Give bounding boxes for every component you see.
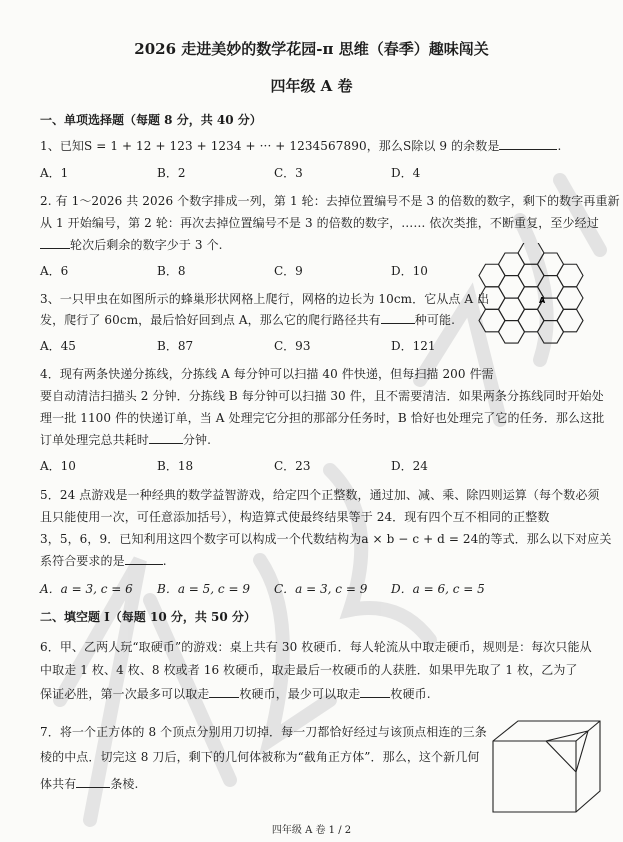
answer-blank-4[interactable] — [149, 432, 183, 444]
honeycomb-cell — [499, 253, 525, 276]
answer-blank-6b[interactable] — [360, 686, 390, 698]
answer-blank-3[interactable] — [381, 312, 415, 324]
answer-blank-1[interactable] — [499, 138, 557, 150]
section-heading-2: 二、填空题 I（每题 10 分，共 50 分） — [40, 610, 256, 624]
answer-blank-5[interactable] — [125, 553, 163, 565]
question-2-line-2: 从 1 开始编号，第 2 轮：再次去掉位置编号不是 3 的倍数的数字，…… 依次类推，不断重复，至少经过 — [40, 216, 599, 230]
question-5-line-1: 5．24 点游戏是一种经典的数学益智游戏，给定四个正整数，通过加、减、乘、除四则运算（每个数必须 — [40, 488, 600, 502]
question-7-line-2: 棱的中点．切完这 8 刀后，剩下的几何体被称为“截角正方体”．那么，这个新几何 — [40, 750, 480, 764]
q1-option-b[interactable]: B．2 — [157, 166, 186, 180]
q3-option-b[interactable]: B．87 — [157, 339, 194, 353]
q3-option-a[interactable]: A．45 — [40, 339, 76, 353]
truncated-cube-figure — [488, 716, 608, 816]
question-1-text: 1、已知S = 1 + 12 + 123 + 1234 + ··· + 1234567890，那么S除以 9 的余数是 — [40, 139, 500, 153]
honeycomb-cell — [538, 321, 564, 344]
q5-option-c[interactable]: C．a = 3, c = 9 — [274, 582, 368, 596]
question-4-line-2: 要自动清洁扫描头 2 分钟．分拣线 B 每分钟可以扫描 30 件，且不需要清洁．如果两条分拣线同时开始处 — [40, 389, 604, 403]
q1-option-c[interactable]: C．3 — [274, 166, 303, 180]
honeycomb-cell — [557, 287, 583, 310]
q2-option-c[interactable]: C．9 — [274, 264, 303, 278]
page-footer: 四年级 A 卷 1 / 2 — [271, 825, 352, 836]
honeycomb-cell — [538, 276, 564, 299]
question-7-line-1: 7．将一个正方体的 8 个顶点分别用刀切掉．每一刀都恰好经过与该顶点相连的三条 — [40, 725, 487, 739]
question-7-line-3-text: 体共有 — [40, 777, 77, 791]
question-3-line-2-text: 发，爬行了 60cm，最后恰好回到点 A，那么它的爬行路径共有 — [40, 313, 381, 327]
question-6-line-3 — [40, 685, 431, 702]
page-title: 2026 走进美妙的数学花园-π 思维（春季）趣味闯关 — [134, 40, 489, 58]
question-5-line-4: 系符合要求的是 . — [40, 554, 167, 568]
q1-option-a[interactable]: A．1 — [40, 166, 69, 180]
honeycomb-cell — [518, 243, 544, 264]
q2-option-b[interactable]: B．8 — [157, 264, 186, 278]
question-4-line-4-end: 分钟. — [182, 433, 212, 447]
question-7-line-3 — [40, 775, 138, 792]
honeycomb-cell — [518, 264, 544, 287]
question-5-line-2: 且只能使用一次，可任意添加括号），构造算式使最终结果等于 24．现有四个互不相同的正整数 — [40, 510, 550, 524]
honeycomb-cell — [557, 309, 583, 332]
question-6-line-1: 6．甲、乙两人玩“取硬币”的游戏：桌上共有 30 枚硬币．每人轮流从中取走硬币，规则是：每次只能从 — [40, 640, 592, 654]
question-4-line-4-text: 订单处理完总共耗时 — [40, 433, 149, 447]
point-a-label: A — [539, 296, 546, 305]
cut-corner-triangle — [546, 731, 588, 772]
question-6-line-3-end: 枚硬币. — [390, 687, 431, 701]
answer-blank-2[interactable] — [40, 237, 70, 249]
q4-option-a[interactable]: A．10 — [40, 459, 76, 473]
q3-option-c[interactable]: C．93 — [274, 339, 311, 353]
question-6-line-2: 中取走 1 枚、4 枚、8 枚或者 16 枚硬币，取走最后一枚硬币的人获胜．如果甲先取了 1 枚，乙为了 — [40, 663, 578, 677]
question-1 — [40, 137, 561, 154]
question-4-line-1: 4．现有两条快递分拣线，分拣线 A 每分钟可以扫描 40 件快递，但每扫描 200 件需 — [40, 367, 494, 381]
honeycomb-cell — [557, 264, 583, 287]
q5-option-b[interactable]: B．a = 5, c = 9 — [157, 582, 250, 596]
question-7-line-3-end: 条棱. — [110, 777, 139, 791]
q2-option-d[interactable]: D．10 — [391, 264, 428, 278]
q4-option-c[interactable]: C．23 — [274, 459, 311, 473]
page-subtitle: 四年级 A 卷 — [270, 77, 353, 95]
honeycomb-cell — [479, 264, 505, 287]
question-2-line-3-text: 轮次后剩余的数字少于 3 个. — [70, 238, 223, 252]
question-2-line-1: 2. 有 1～2026 共 2026 个数字排成一列，第 1 轮：去掉位置编号不是 3 的倍数的数字，剩下的数字再重新 — [40, 194, 620, 208]
q5-option-d[interactable]: D．a = 6, c = 5 — [391, 582, 485, 596]
section-heading-1: 一、单项选择题（每题 8 分，共 40 分） — [40, 113, 262, 127]
honeycomb-cell — [479, 309, 505, 332]
q5-option-a[interactable]: A．a = 3, c = 6 — [40, 582, 133, 596]
cube-top-edges — [493, 721, 600, 741]
honeycomb-figure — [470, 243, 610, 363]
q4-option-d[interactable]: D．24 — [391, 459, 428, 473]
answer-blank-6a[interactable] — [209, 686, 239, 698]
answer-blank-7[interactable] — [76, 776, 110, 788]
question-6-line-3-mid: 枚硬币，最少可以取走 — [239, 687, 361, 701]
q1-option-d[interactable]: D．4 — [391, 166, 421, 180]
honeycomb-cell — [538, 253, 564, 276]
honeycomb-cell — [499, 321, 525, 344]
honeycomb-cell — [499, 276, 525, 299]
question-3-line-1: 3、一只甲虫在如图所示的蜂巢形状网格上爬行，网格的边长为 10cm．它从点 A 出 — [40, 292, 490, 306]
question-5-line-4-text: 系符合要求的是 — [40, 554, 125, 568]
honeycomb-cell — [499, 298, 525, 321]
q4-option-b[interactable]: B．18 — [157, 459, 194, 473]
question-5-line-3: 3，5，6，9．已知利用这四个数字可以构成一个代数结构为a × b − c + d = 24的等式．那么以下对应关 — [40, 532, 612, 546]
question-2-line-3 — [40, 236, 223, 253]
question-4-line-3: 理一批 1100 件的快递订单，当 A 处理完它分担的那部分任务时，B 恰好也处理完了它的任务．那么这批 — [40, 411, 605, 425]
question-3-line-2 — [40, 311, 455, 328]
q3-option-d[interactable]: D．121 — [391, 339, 436, 353]
honeycomb-cell — [518, 309, 544, 332]
question-6-line-3-text: 保证必胜，第一次最多可以取走 — [40, 687, 210, 701]
question-3-line-2-end: 种可能. — [414, 313, 455, 327]
question-1-end: . — [557, 139, 562, 153]
question-4-line-4 — [40, 431, 211, 448]
q2-option-a[interactable]: A．6 — [40, 264, 69, 278]
